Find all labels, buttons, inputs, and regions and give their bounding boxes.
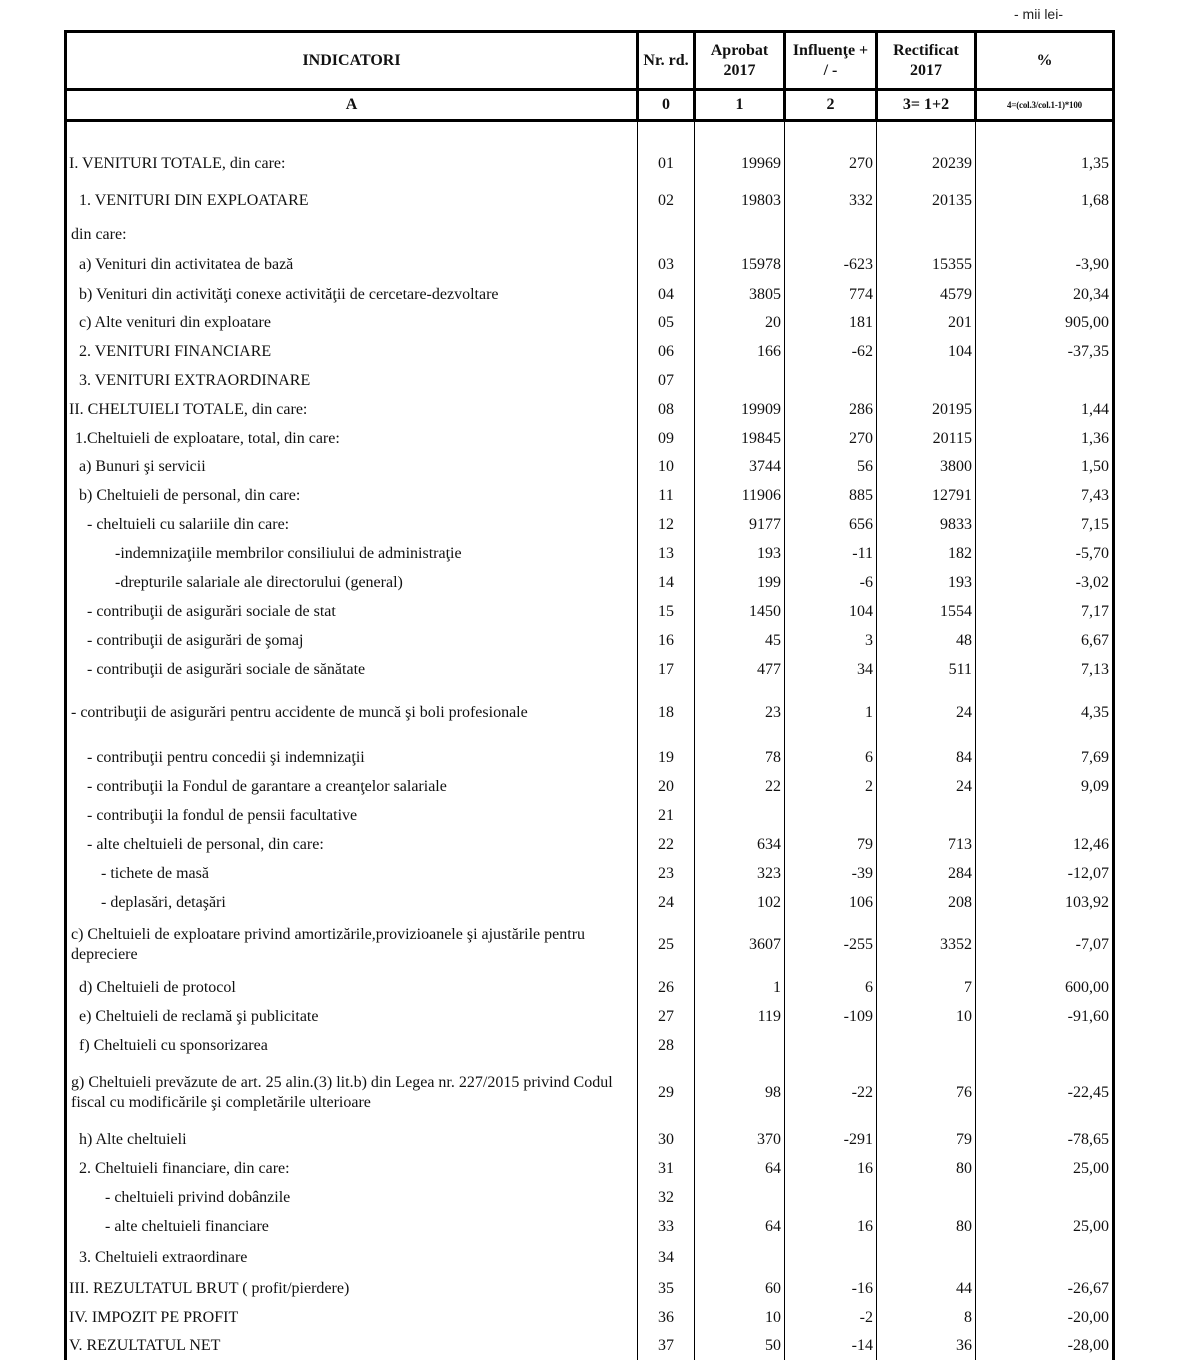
row-approved: 477 [695, 655, 785, 684]
row-percent: 1,35 [976, 146, 1114, 182]
row-rectified: 104 [877, 337, 976, 366]
row-percent: 7,17 [976, 597, 1114, 626]
row-indicator: -indemnizaţiile membrilor consiliului de administraţie [66, 539, 638, 568]
table-row [66, 742, 1114, 773]
row-percent: 12,46 [976, 830, 1114, 859]
table-row [66, 250, 1114, 280]
header-nr: Nr. rd. [638, 32, 695, 90]
row-influence [785, 220, 877, 250]
table-row [66, 220, 1114, 250]
row-indicator: - tichete de masă [66, 859, 638, 888]
row-rectified [877, 1183, 976, 1212]
table-row [66, 1125, 1114, 1154]
row-approved [695, 366, 785, 395]
row-nr: 18 [638, 684, 695, 742]
row-percent [976, 220, 1114, 250]
row-nr: 15 [638, 597, 695, 626]
row-percent: 7,69 [976, 742, 1114, 773]
row-indicator: - deplasări, detaşări [66, 888, 638, 917]
row-influence: 6 [785, 973, 877, 1003]
row-indicator: III. REZULTATUL BRUT ( profit/pierdere) [66, 1274, 638, 1303]
table-row [66, 1274, 1114, 1303]
row-approved [695, 220, 785, 250]
table-row [66, 424, 1114, 453]
row-rectified: 80 [877, 1154, 976, 1183]
row-percent: -28,00 [976, 1332, 1114, 1360]
subheader-rectified: 3= 1+2 [877, 90, 976, 121]
row-indicator: f) Cheltuieli cu sponsorizarea [66, 1031, 638, 1061]
row-nr: 28 [638, 1031, 695, 1061]
row-nr: 02 [638, 182, 695, 220]
row-approved: 45 [695, 626, 785, 655]
row-approved [695, 1183, 785, 1212]
table-row [66, 1212, 1114, 1241]
row-rectified: 713 [877, 830, 976, 859]
row-indicator: - contribuţii la Fondul de garantare a creanţelor salariale [66, 773, 638, 801]
row-percent [976, 801, 1114, 830]
row-rectified: 3352 [877, 917, 976, 973]
header-approved: Aprobat 2017 [695, 32, 785, 90]
row-rectified: 3800 [877, 453, 976, 481]
row-influence: -623 [785, 250, 877, 280]
row-influence: 79 [785, 830, 877, 859]
row-percent: -5,70 [976, 539, 1114, 568]
table-header [66, 32, 1114, 121]
row-rectified: 4579 [877, 280, 976, 309]
row-indicator: - cheltuieli privind dobânzile [66, 1183, 638, 1212]
row-influence: -14 [785, 1332, 877, 1360]
unit-label: - mii lei- [1014, 6, 1063, 22]
row-influence: 270 [785, 424, 877, 453]
row-percent: 25,00 [976, 1154, 1114, 1183]
table-row [66, 655, 1114, 684]
row-percent: 7,13 [976, 655, 1114, 684]
row-nr: 09 [638, 424, 695, 453]
table-row [66, 568, 1114, 597]
row-influence [785, 1241, 877, 1274]
row-influence: 1 [785, 684, 877, 742]
spacer-row [66, 121, 1114, 147]
row-influence: -11 [785, 539, 877, 568]
table-row [66, 859, 1114, 888]
row-approved: 634 [695, 830, 785, 859]
row-rectified: 20115 [877, 424, 976, 453]
subheader-indicator: A [66, 90, 638, 121]
row-rectified: 15355 [877, 250, 976, 280]
subheader-percent: 4=(col.3/col.1-1)*100 [976, 90, 1114, 121]
row-approved [695, 801, 785, 830]
table-row [66, 1061, 1114, 1125]
row-rectified: 1554 [877, 597, 976, 626]
row-rectified: 8 [877, 1303, 976, 1332]
row-nr: 26 [638, 973, 695, 1003]
table-row [66, 309, 1114, 337]
row-percent: 4,35 [976, 684, 1114, 742]
row-indicator: IV. IMPOZIT PE PROFIT [66, 1303, 638, 1332]
row-indicator: - alte cheltuieli financiare [66, 1212, 638, 1241]
row-nr [638, 220, 695, 250]
row-approved: 19845 [695, 424, 785, 453]
row-nr: 10 [638, 453, 695, 481]
row-approved: 19803 [695, 182, 785, 220]
table-row [66, 146, 1114, 182]
table-row [66, 773, 1114, 801]
row-indicator: din care: [66, 220, 638, 250]
row-percent: 9,09 [976, 773, 1114, 801]
row-rectified [877, 1241, 976, 1274]
row-rectified [877, 220, 976, 250]
row-influence [785, 366, 877, 395]
row-percent: -78,65 [976, 1125, 1114, 1154]
row-percent: -12,07 [976, 859, 1114, 888]
table-row [66, 182, 1114, 220]
row-indicator: I. VENITURI TOTALE, din care: [66, 146, 638, 182]
row-approved [695, 1031, 785, 1061]
row-indicator: - contribuţii de asigurări pentru accidente de muncă şi boli profesionale [66, 684, 638, 742]
row-percent: 1,36 [976, 424, 1114, 453]
row-influence: -16 [785, 1274, 877, 1303]
row-approved: 22 [695, 773, 785, 801]
row-nr: 27 [638, 1003, 695, 1031]
row-indicator: - contribuţii de asigurări sociale de sănătate [66, 655, 638, 684]
row-nr: 35 [638, 1274, 695, 1303]
row-percent: 6,67 [976, 626, 1114, 655]
row-rectified: 511 [877, 655, 976, 684]
row-rectified: 9833 [877, 510, 976, 539]
row-influence: 34 [785, 655, 877, 684]
row-rectified: 193 [877, 568, 976, 597]
row-rectified: 76 [877, 1061, 976, 1125]
row-nr: 20 [638, 773, 695, 801]
row-indicator: b) Venituri din activităţi conexe activităţii de cercetare-dezvoltare [66, 280, 638, 309]
row-nr: 30 [638, 1125, 695, 1154]
header-percent: % [976, 32, 1114, 90]
row-rectified: 20135 [877, 182, 976, 220]
row-influence [785, 1031, 877, 1061]
row-nr: 16 [638, 626, 695, 655]
row-approved: 20 [695, 309, 785, 337]
header-row [66, 32, 1114, 90]
row-percent [976, 1031, 1114, 1061]
row-influence: -291 [785, 1125, 877, 1154]
row-nr: 25 [638, 917, 695, 973]
table-row [66, 1303, 1114, 1332]
row-indicator: c) Cheltuieli de exploatare privind amortizările,provizioanele şi ajustările pentru depreciere [66, 917, 638, 973]
row-approved: 78 [695, 742, 785, 773]
row-approved: 323 [695, 859, 785, 888]
row-approved: 98 [695, 1061, 785, 1125]
table-row [66, 597, 1114, 626]
header-rectified: Rectificat 2017 [877, 32, 976, 90]
row-indicator: - contribuţii de asigurări sociale de stat [66, 597, 638, 626]
row-influence: 16 [785, 1212, 877, 1241]
row-nr: 03 [638, 250, 695, 280]
row-percent [976, 1183, 1114, 1212]
row-percent: 7,43 [976, 481, 1114, 510]
row-indicator: 1.Cheltuieli de exploatare, total, din care: [66, 424, 638, 453]
row-nr: 33 [638, 1212, 695, 1241]
row-influence: 6 [785, 742, 877, 773]
row-influence: 885 [785, 481, 877, 510]
row-indicator: g) Cheltuieli prevăzute de art. 25 alin.(3) lit.b) din Legea nr. 227/2015 privind Codul fiscal cu modificările şi completările ulterioare [66, 1061, 638, 1125]
row-approved [695, 1241, 785, 1274]
row-percent [976, 1241, 1114, 1274]
subheader-influence: 2 [785, 90, 877, 121]
row-nr: 22 [638, 830, 695, 859]
row-rectified: 10 [877, 1003, 976, 1031]
table-row [66, 830, 1114, 859]
row-influence: 16 [785, 1154, 877, 1183]
row-influence: -2 [785, 1303, 877, 1332]
table-row [66, 973, 1114, 1003]
row-indicator: - contribuţii de asigurări de şomaj [66, 626, 638, 655]
table-row [66, 366, 1114, 395]
row-rectified: 20195 [877, 395, 976, 424]
row-nr: 31 [638, 1154, 695, 1183]
row-influence: 270 [785, 146, 877, 182]
row-influence [785, 1183, 877, 1212]
row-indicator: b) Cheltuieli de personal, din care: [66, 481, 638, 510]
row-nr: 19 [638, 742, 695, 773]
row-influence: -39 [785, 859, 877, 888]
table-row [66, 510, 1114, 539]
row-indicator: - contribuţii pentru concedii şi indemnizaţii [66, 742, 638, 773]
row-nr: 04 [638, 280, 695, 309]
row-rectified: 24 [877, 684, 976, 742]
row-influence: -22 [785, 1061, 877, 1125]
row-nr: 12 [638, 510, 695, 539]
row-approved: 50 [695, 1332, 785, 1360]
row-approved: 19909 [695, 395, 785, 424]
row-nr: 37 [638, 1332, 695, 1360]
table-row [66, 539, 1114, 568]
row-approved: 64 [695, 1154, 785, 1183]
row-approved: 193 [695, 539, 785, 568]
table-row [66, 801, 1114, 830]
row-indicator: - contribuţii la fondul de pensii facultative [66, 801, 638, 830]
row-influence: -255 [785, 917, 877, 973]
table-row [66, 917, 1114, 973]
row-percent: -37,35 [976, 337, 1114, 366]
row-approved: 10 [695, 1303, 785, 1332]
row-approved: 3607 [695, 917, 785, 973]
row-indicator: h) Alte cheltuieli [66, 1125, 638, 1154]
row-rectified: 84 [877, 742, 976, 773]
row-influence: 332 [785, 182, 877, 220]
row-nr: 05 [638, 309, 695, 337]
row-influence: 286 [785, 395, 877, 424]
row-indicator: e) Cheltuieli de reclamă şi publicitate [66, 1003, 638, 1031]
table-row [66, 684, 1114, 742]
table-row [66, 1154, 1114, 1183]
row-approved: 166 [695, 337, 785, 366]
row-percent: -20,00 [976, 1303, 1114, 1332]
row-percent: -22,45 [976, 1061, 1114, 1125]
row-indicator: 2. Cheltuieli financiare, din care: [66, 1154, 638, 1183]
row-percent: 1,44 [976, 395, 1114, 424]
row-nr: 07 [638, 366, 695, 395]
row-rectified: 12791 [877, 481, 976, 510]
table-row [66, 626, 1114, 655]
row-nr: 06 [638, 337, 695, 366]
row-percent: -3,02 [976, 568, 1114, 597]
row-indicator: 3. VENITURI EXTRAORDINARE [66, 366, 638, 395]
row-nr: 11 [638, 481, 695, 510]
row-influence: -62 [785, 337, 877, 366]
row-influence [785, 801, 877, 830]
row-percent: 7,15 [976, 510, 1114, 539]
row-indicator: a) Venituri din activitatea de bază [66, 250, 638, 280]
row-nr: 08 [638, 395, 695, 424]
row-influence: -109 [785, 1003, 877, 1031]
row-indicator: 3. Cheltuieli extraordinare [66, 1241, 638, 1274]
row-approved: 370 [695, 1125, 785, 1154]
row-approved: 1 [695, 973, 785, 1003]
row-percent: 20,34 [976, 280, 1114, 309]
row-approved: 15978 [695, 250, 785, 280]
row-approved: 11906 [695, 481, 785, 510]
row-percent [976, 366, 1114, 395]
row-indicator: - alte cheltuieli de personal, din care: [66, 830, 638, 859]
row-indicator: 2. VENITURI FINANCIARE [66, 337, 638, 366]
row-approved: 60 [695, 1274, 785, 1303]
row-influence: 2 [785, 773, 877, 801]
row-approved: 199 [695, 568, 785, 597]
row-rectified: 36 [877, 1332, 976, 1360]
row-rectified: 284 [877, 859, 976, 888]
row-rectified: 201 [877, 309, 976, 337]
row-approved: 64 [695, 1212, 785, 1241]
row-percent: -26,67 [976, 1274, 1114, 1303]
row-approved: 9177 [695, 510, 785, 539]
table-row [66, 337, 1114, 366]
row-indicator: -drepturile salariale ale directorului (general) [66, 568, 638, 597]
row-nr: 01 [638, 146, 695, 182]
table-row [66, 1183, 1114, 1212]
row-rectified: 7 [877, 973, 976, 1003]
row-nr: 32 [638, 1183, 695, 1212]
table-body [66, 121, 1114, 1361]
row-nr: 36 [638, 1303, 695, 1332]
row-percent: -91,60 [976, 1003, 1114, 1031]
row-nr: 23 [638, 859, 695, 888]
row-indicator: - cheltuieli cu salariile din care: [66, 510, 638, 539]
row-rectified [877, 1031, 976, 1061]
table-row [66, 453, 1114, 481]
row-nr: 17 [638, 655, 695, 684]
row-percent: -3,90 [976, 250, 1114, 280]
row-percent: -7,07 [976, 917, 1114, 973]
row-approved: 19969 [695, 146, 785, 182]
row-indicator: d) Cheltuieli de protocol [66, 973, 638, 1003]
table-row [66, 1003, 1114, 1031]
row-rectified: 182 [877, 539, 976, 568]
table-row [66, 1241, 1114, 1274]
subheader-row [66, 90, 1114, 121]
row-rectified: 20239 [877, 146, 976, 182]
row-rectified: 48 [877, 626, 976, 655]
subheader-nr: 0 [638, 90, 695, 121]
row-indicator: V. REZULTATUL NET [66, 1332, 638, 1360]
row-nr: 14 [638, 568, 695, 597]
row-influence: 56 [785, 453, 877, 481]
row-indicator: a) Bunuri şi servicii [66, 453, 638, 481]
row-indicator: II. CHELTUIELI TOTALE, din care: [66, 395, 638, 424]
row-approved: 23 [695, 684, 785, 742]
row-nr: 24 [638, 888, 695, 917]
row-nr: 29 [638, 1061, 695, 1125]
row-influence: 104 [785, 597, 877, 626]
row-rectified: 24 [877, 773, 976, 801]
row-influence: 106 [785, 888, 877, 917]
subheader-approved: 1 [695, 90, 785, 121]
row-approved: 119 [695, 1003, 785, 1031]
table-row [66, 1031, 1114, 1061]
row-influence: 3 [785, 626, 877, 655]
row-nr: 21 [638, 801, 695, 830]
row-approved: 3805 [695, 280, 785, 309]
row-percent: 103,92 [976, 888, 1114, 917]
table-row [66, 888, 1114, 917]
row-influence: -6 [785, 568, 877, 597]
row-influence: 774 [785, 280, 877, 309]
row-percent: 1,68 [976, 182, 1114, 220]
row-rectified: 80 [877, 1212, 976, 1241]
row-nr: 34 [638, 1241, 695, 1274]
table-row [66, 481, 1114, 510]
table-row [66, 1332, 1114, 1360]
row-rectified: 79 [877, 1125, 976, 1154]
row-percent: 600,00 [976, 973, 1114, 1003]
row-percent: 1,50 [976, 453, 1114, 481]
row-percent: 25,00 [976, 1212, 1114, 1241]
row-approved: 3744 [695, 453, 785, 481]
row-rectified [877, 366, 976, 395]
row-indicator: c) Alte venituri din exploatare [66, 309, 638, 337]
row-influence: 181 [785, 309, 877, 337]
row-nr: 13 [638, 539, 695, 568]
row-rectified: 208 [877, 888, 976, 917]
row-influence: 656 [785, 510, 877, 539]
table-row [66, 395, 1114, 424]
table-row [66, 280, 1114, 309]
header-indicator: INDICATORI [66, 32, 638, 90]
budget-table [64, 30, 1115, 1360]
header-influence: Influenţe + / - [785, 32, 877, 90]
row-rectified: 44 [877, 1274, 976, 1303]
row-indicator: 1. VENITURI DIN EXPLOATARE [66, 182, 638, 220]
row-approved: 102 [695, 888, 785, 917]
row-percent: 905,00 [976, 309, 1114, 337]
row-rectified [877, 801, 976, 830]
row-approved: 1450 [695, 597, 785, 626]
